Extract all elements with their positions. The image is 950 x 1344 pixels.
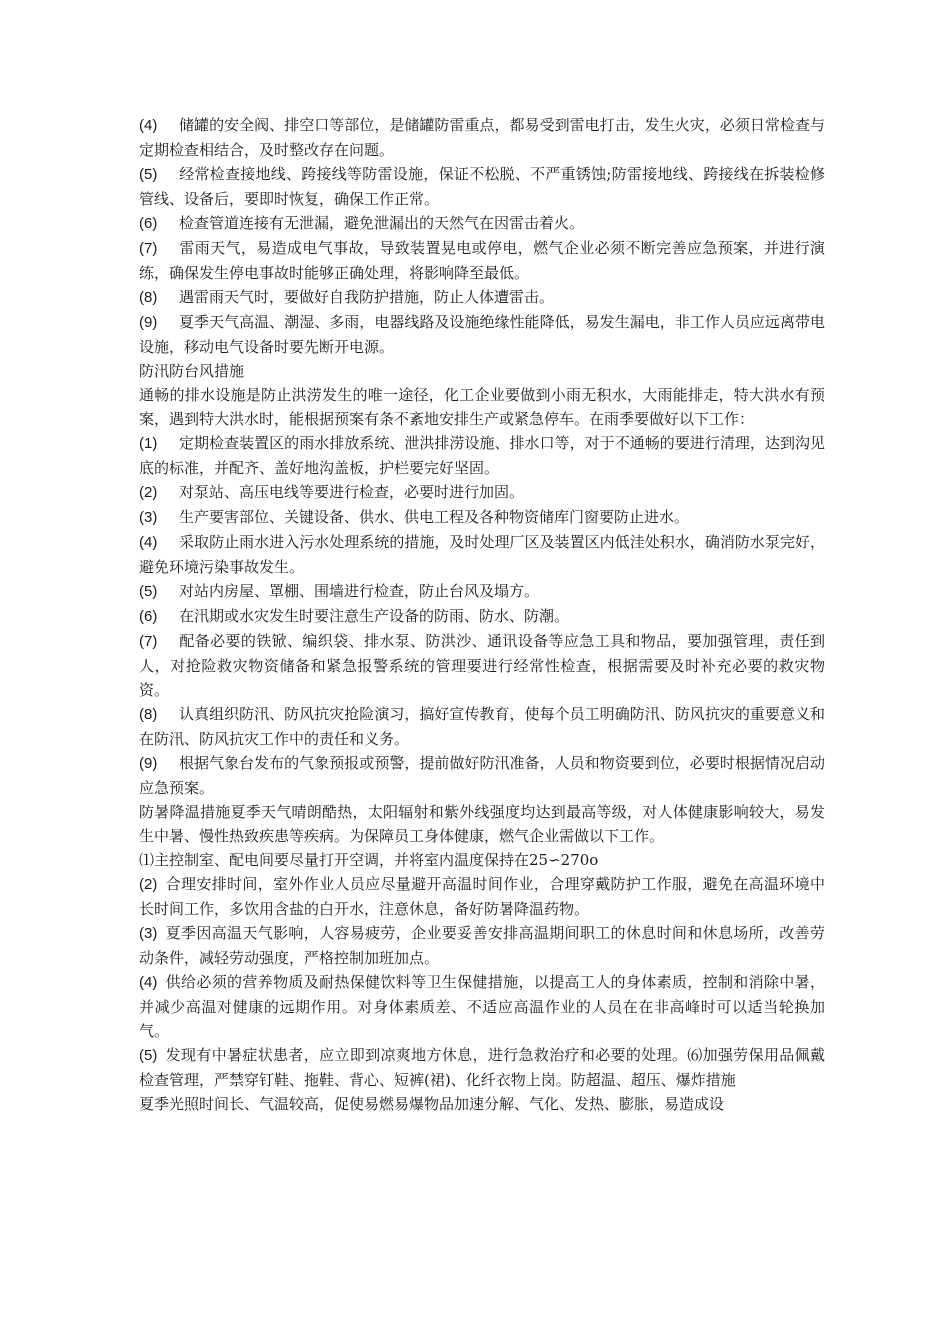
paragraph-20 [139, 921, 825, 970]
item-number: (5) [139, 583, 158, 600]
paragraph-text: 夏季天气高温、潮湿、多雨，电器线路及设施绝缘性能降低，易发生漏电，非工作人员应远离带电设施，移动电气设备时要先断开电源。 [139, 313, 825, 356]
paragraph-text: 遇雷雨天气时，要做好自我防护措施，防止人体遭雷击。 [179, 288, 555, 306]
item-number: (7) [139, 240, 158, 257]
paragraph-text: 发现有中暑症状患者，应立即到凉爽地方休息，进行急救治疗和必要的处理。⑹加强劳保用品佩戴检查管理，严禁穿钉鞋、拖鞋、背心、短裤(裙)、化纤衣物上岗。防超温、超压、爆炸措施 [139, 1046, 825, 1089]
item-number: (3) [139, 925, 158, 942]
paragraph-text: 合理安排时间，室外作业人员应尽量避开高温时间作业，合理穿戴防护工作服，避免在高温环境中长时间工作，多饮用含盐的白开水，注意休息，备好防暑降温药物。 [139, 875, 825, 918]
item-number: (6) [139, 215, 158, 232]
item-number: (2) [139, 484, 158, 501]
item-number: (2) [139, 876, 158, 893]
paragraph-12 [139, 579, 825, 604]
paragraph-19 [139, 872, 825, 921]
paragraph-7: 通畅的排水设施是防止洪涝发生的唯一途径，化工企业要做到小雨无积水，大雨能排走，特大洪水有预案，遇到特大洪水时，能根据预案有条不紊地安排生产或紧急停车。在雨季要做好以下工作： [139, 386, 825, 428]
paragraph-text: 检查管道连接有无泄漏，避免泄漏出的天然气在因雷击着火。 [179, 214, 585, 232]
paragraph-text: 配备必要的铁锨、编织袋、排水泵、防洪沙、通讯设备等应急工具和物品，要加强管理，责任到人，对抢险救灾物资储备和紧急报警系统的管理要进行经常性检查，根据需要及时补充必要的救灾物资。 [139, 632, 825, 699]
paragraph-5 [139, 310, 825, 359]
paragraph-text: 对泵站、高压电线等要进行检查，必要时进行加固。 [179, 483, 525, 501]
paragraph-text: 夏季因高温天气影响，人容易疲劳，企业要妥善安排高温期间职工的休息时间和休息场所，改善劳动条件，减轻劳动强度，严格控制加班加点。 [139, 924, 825, 967]
section-heading-flood: 防汛防台风措施 [139, 362, 245, 380]
item-number: (5) [139, 166, 158, 183]
paragraph-text: 采取防止雨水进入污水处理系统的措施，及时处理厂区及装置区内低洼处积水，确消防水泵完好，避免环境污染事故发生。 [139, 533, 825, 576]
paragraph-18: ⑴主控制室、配电间要尽量打开空调，并将室内温度保持在25∽270o [139, 851, 599, 869]
paragraph-text: 生产要害部位、关键设备、供水、供电工程及各种物资储库门窗要防止进水。 [179, 508, 690, 526]
paragraph-text: 根据气象台发布的气象预报或预警，提前做好防汛准备，人员和物资要到位，必要时根据情况启动应急预案。 [139, 754, 825, 797]
paragraph-10 [139, 505, 825, 530]
paragraph-text: 对站内房屋、罩棚、围墙进行检查，防止台风及塌方。 [179, 582, 540, 600]
item-number: (6) [139, 608, 158, 625]
item-number: (7) [139, 633, 158, 650]
paragraph-1 [139, 162, 825, 211]
paragraph-text: 雷雨天气，易造成电气事故，导致装置晃电或停电，燃气企业必须不断完善应急预案，并进行演练，确保发生停电事故时能够正确处理，将影响降至最低。 [139, 239, 825, 282]
paragraph-23: 夏季光照时间长、气温较高，促使易燃易爆物品加速分解、气化、发热、膨胀，易造成设 [139, 1095, 725, 1113]
paragraph-text: 在汛期或水灾发生时要注意生产设备的防雨、防水、防潮。 [179, 607, 570, 625]
paragraph-9 [139, 480, 825, 505]
section-heading-heat: 防暑降温措施夏季天气晴朗酷热，太阳辐射和紫外线强度均达到最高等级，对人体健康影响较大，易发生中暑、慢性热致疾患等疾病。为保障员工身体健康，燃气企业需做以下工作。 [139, 803, 825, 845]
paragraph-22 [139, 1043, 825, 1092]
paragraph-13 [139, 604, 825, 629]
paragraph-2 [139, 211, 825, 236]
item-number: (3) [139, 509, 158, 526]
document-page [139, 113, 825, 1116]
paragraph-11 [139, 530, 825, 579]
item-number: (5) [139, 1047, 158, 1064]
paragraph-21 [139, 970, 825, 1043]
item-number: (8) [139, 706, 158, 723]
item-number: (8) [139, 289, 158, 306]
item-number: (4) [139, 534, 158, 551]
item-number: (4) [139, 117, 158, 134]
paragraph-16 [139, 751, 825, 800]
item-number: (1) [139, 435, 158, 452]
paragraph-text: 认真组织防汛、防风抗灾抢险演习，搞好宣传教育，使每个员工明确防汛、防风抗灾的重要意义和在防汛、防风抗灾工作中的责任和义务。 [139, 705, 825, 748]
paragraph-15 [139, 702, 825, 751]
paragraph-8 [139, 431, 825, 480]
paragraph-0 [139, 113, 825, 162]
paragraph-3 [139, 236, 825, 285]
paragraph-14 [139, 629, 825, 702]
item-number: (4) [139, 974, 158, 991]
paragraph-text: 供给必须的营养物质及耐热保健饮料等卫生保健措施，以提高工人的身体素质，控制和消除中暑，并减少高温对健康的远期作用。对身体素质差、不适应高温作业的人员在在非高峰时可以适当轮换加气。 [139, 973, 825, 1040]
paragraph-text: 定期检查装置区的雨水排放系统、泄洪排涝设施、排水口等，对于不通畅的要进行清理，达到沟见底的标准，并配齐、盖好地沟盖板，护栏要完好坚固。 [139, 434, 825, 477]
paragraph-text: 经常检查接地线、跨接线等防雷设施，保证不松脱、不严重锈蚀;防雷接地线、跨接线在拆装检修管线、设备后，要即时恢复，确保工作正常。 [139, 165, 825, 208]
paragraph-4 [139, 285, 825, 310]
paragraph-text: 储罐的安全阀、排空口等部位，是储罐防雷重点，都易受到雷电打击，发生火灾，必须日常检查与定期检查相结合，及时整改存在问题。 [139, 116, 825, 159]
item-number: (9) [139, 314, 158, 331]
item-number: (9) [139, 755, 158, 772]
